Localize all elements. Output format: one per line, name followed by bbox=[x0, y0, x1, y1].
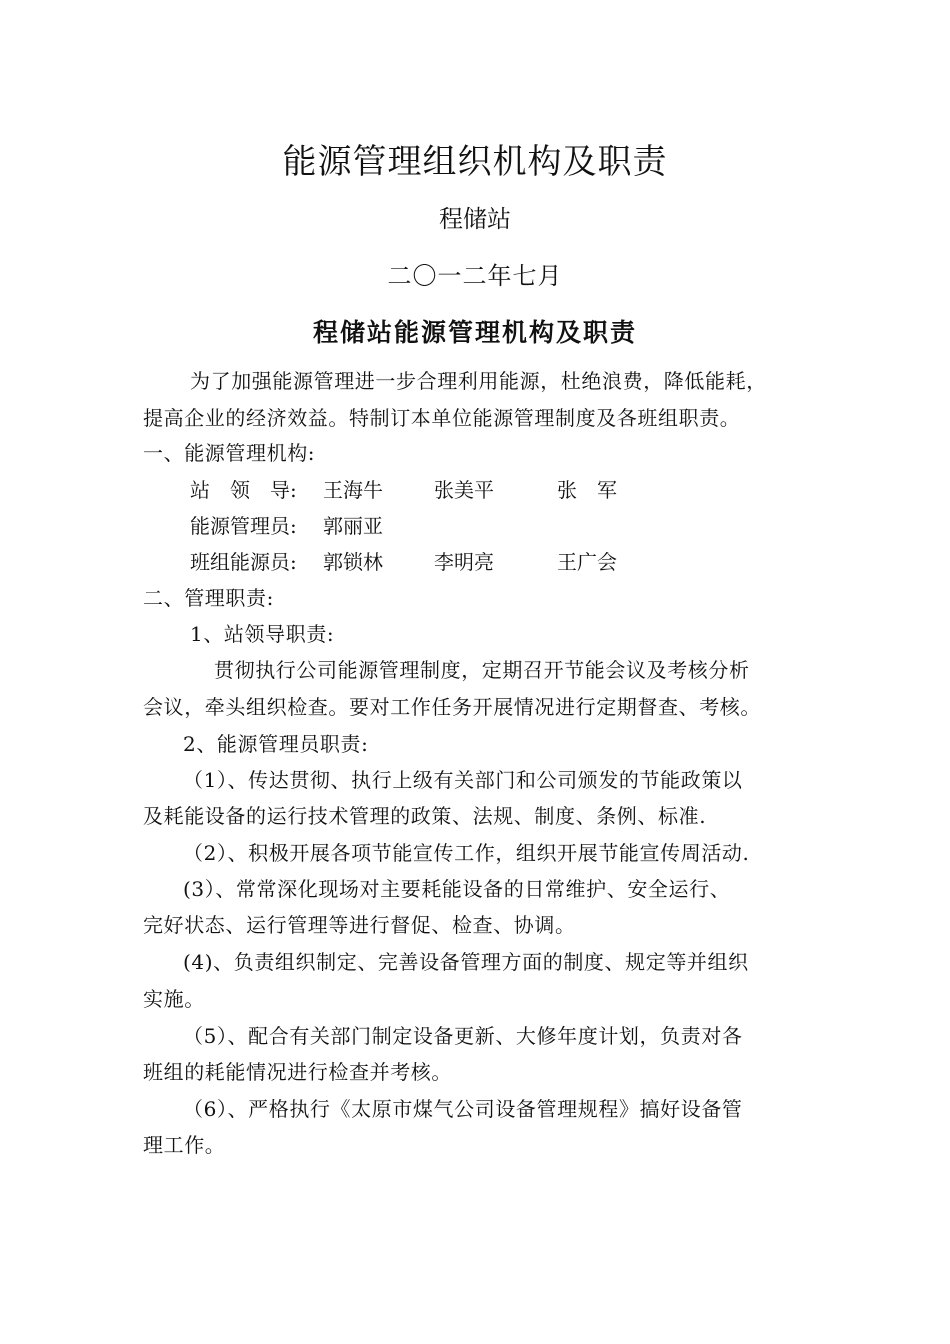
team-member-name: 王广会 bbox=[557, 550, 617, 574]
subsection-2-title: 2、能源管理员职责: bbox=[183, 732, 369, 756]
intro-line-1: 为了加强能源管理进一步合理利用能源，杜绝浪费，降低能耗， bbox=[190, 369, 767, 393]
item-1-line-1: （1）、传达贯彻、执行上级有关部门和公司颁发的节能政策以 bbox=[183, 768, 743, 792]
team-label: 班组能源员: bbox=[190, 550, 297, 574]
document-title: 能源管理组织机构及职责 bbox=[282, 142, 668, 182]
item-2-line-1: （2）、积极开展各项节能宣传工作，组织开展节能宣传周活动. bbox=[183, 841, 750, 865]
item-1-line-2: 及耗能设备的运行技术管理的政策、法规、制度、条例、标准. bbox=[143, 804, 707, 828]
leader-name: 王海牛 bbox=[323, 478, 383, 502]
item-4-line-1: (4)、负责组织制定、完善设备管理方面的制度、规定等并组织 bbox=[183, 950, 749, 974]
subsection-1-text-line-2: 会议，牵头组织检查。要对工作任务开展情况进行定期督查、考核。 bbox=[143, 695, 761, 719]
section-1-title: 一、能源管理机构: bbox=[143, 441, 316, 465]
intro-line-2: 提高企业的经济效益。特制订本单位能源管理制度及各班组职责。 bbox=[143, 406, 741, 430]
manager-label: 能源管理员: bbox=[190, 514, 297, 538]
subsection-1-text-line-1: 贯彻执行公司能源管理制度，定期召开节能会议及考核分析 bbox=[214, 658, 750, 682]
leader-name: 张美平 bbox=[434, 478, 494, 502]
station-name: 程储站 bbox=[439, 205, 511, 233]
item-6-line-2: 理工作。 bbox=[143, 1133, 226, 1157]
item-3-line-2: 完好状态、运行管理等进行督促、检查、协调。 bbox=[143, 913, 576, 937]
section-2-title: 二、管理职责: bbox=[143, 586, 274, 610]
item-6-line-1: （6）、严格执行《太原市煤气公司设备管理规程》搞好设备管 bbox=[183, 1097, 743, 1121]
team-member-name: 郭锁林 bbox=[323, 550, 383, 574]
item-4-line-2: 实施。 bbox=[143, 987, 205, 1011]
section-heading: 程储站能源管理机构及职责 bbox=[312, 318, 637, 347]
leaders-label: 站 领 导: bbox=[190, 478, 297, 502]
manager-name: 郭丽亚 bbox=[323, 514, 383, 538]
team-member-name: 李明亮 bbox=[434, 550, 494, 574]
item-5-line-1: （5）、配合有关部门制定设备更新、大修年度计划，负责对各 bbox=[183, 1024, 743, 1048]
item-3-line-1: (3）、常常深化现场对主要耗能设备的日常维护、安全运行、 bbox=[183, 877, 731, 901]
subsection-1-title: 1、站领导职责: bbox=[190, 622, 335, 646]
item-5-line-2: 班组的耗能情况进行检查并考核。 bbox=[143, 1060, 452, 1084]
document-date: 二〇一二年七月 bbox=[387, 262, 563, 290]
leader-name: 张 军 bbox=[557, 478, 617, 502]
